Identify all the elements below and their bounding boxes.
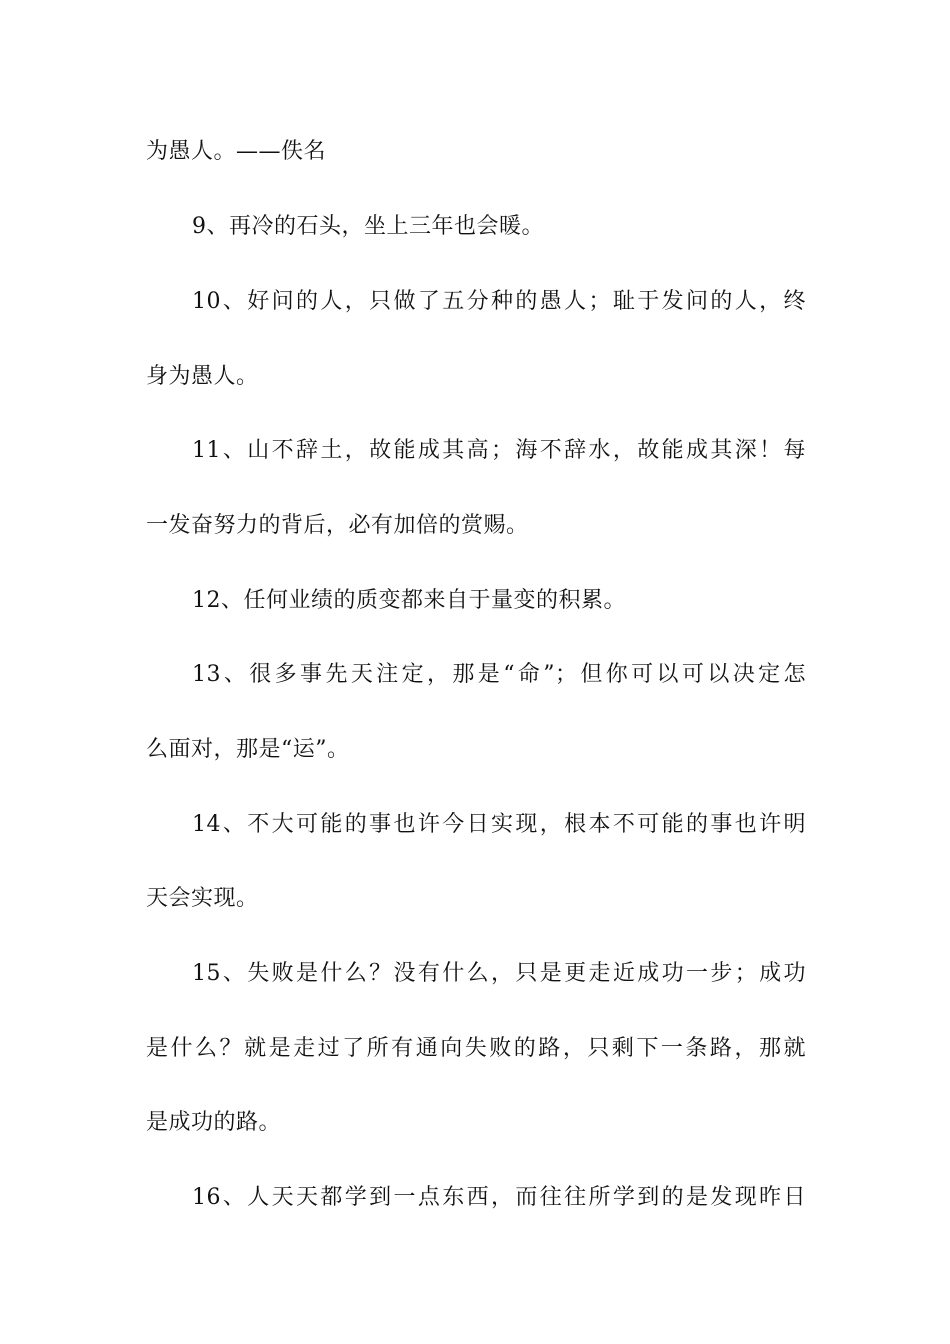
text-line: 么面对，那是“运”。 <box>146 737 350 762</box>
text-line: 天会实现。 <box>146 886 259 911</box>
text-line: 16、人天天都学到一点东西，而往往所学到的是发现昨日 <box>192 1185 806 1210</box>
text-line: 为愚人。——佚名 <box>146 139 327 164</box>
text-line: 12、任何业绩的质变都来自于量变的积累。 <box>192 588 626 613</box>
text-line: 14、不大可能的事也许今日实现，根本不可能的事也许明 <box>192 812 806 837</box>
text-line: 是什么？就是走过了所有通向失败的路，只剩下一条路，那就 <box>146 1036 806 1061</box>
text-line: 一发奋努力的背后，必有加倍的赏赐。 <box>146 513 529 538</box>
text-line: 10、好问的人，只做了五分种的愚人；耻于发问的人，终 <box>192 289 806 314</box>
text-line: 9、再冷的石头，坐上三年也会暖。 <box>192 214 544 239</box>
text-line: 11、山不辞土，故能成其高；海不辞水，故能成其深！每 <box>192 438 806 463</box>
text-line: 是成功的路。 <box>146 1110 282 1135</box>
text-line: 13、很多事先天注定，那是“命”；但你可以可以决定怎 <box>192 662 806 687</box>
text-line: 身为愚人。 <box>146 364 259 389</box>
text-line: 15、失败是什么？没有什么，只是更走近成功一步；成功 <box>192 961 806 986</box>
